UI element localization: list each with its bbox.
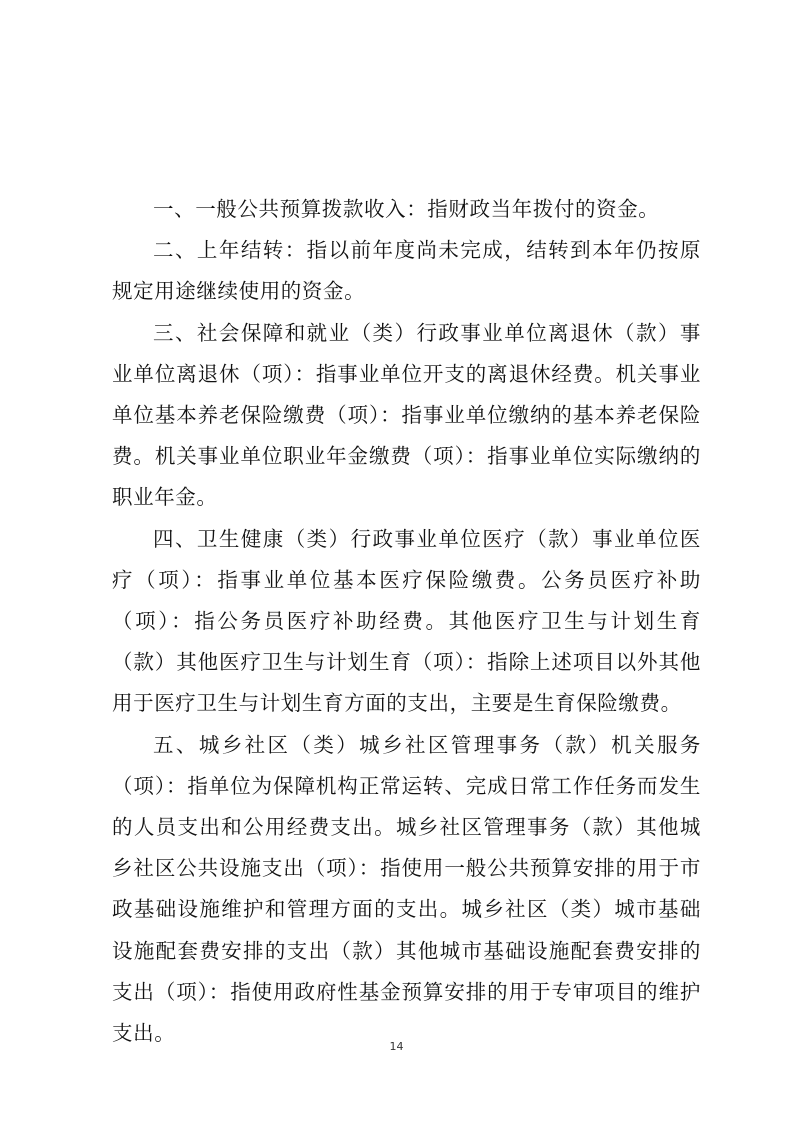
paragraph-health: 四、卫生健康（类）行政事业单位医疗（款）事业单位医疗（项）：指事业单位基本医疗保险缴费。公务员医疗补助（项）：指公务员医疗补助经费。其他医疗卫生与计划生育（款）其他医疗卫生与计划生育（项）：指除上述项目以外其他用于医疗卫生与计划生育方面的支出，主要是生育保险缴费。	[112, 526, 701, 716]
paragraph-prior-year-carryover: 二、上年结转：指以前年度尚未完成，结转到本年仍按原规定用途继续使用的资金。	[112, 238, 701, 304]
paragraph-general-budget-income: 一、一般公共预算拨款收入：指财政当年拨付的资金。	[153, 197, 660, 221]
paragraph-urban-rural-community: 五、城乡社区（类）城乡社区管理事务（款）机关服务（项）：指单位为保障机构正常运转、完成日常工作任务而发生的人员支出和公用经费支出。城乡社区管理事务（款）其他城乡社区公共设施支出（项）：指使用一般公共预算安排的用于市政基础设施维护和管理方面的支出。城乡社区（类）城市基础设施配套费安排的支出（款）其他城市基础设施配套费安排的支出（项）：指使用政府性基金预算安排的用于专审项目的维护支出。	[112, 732, 701, 1046]
body-text	[112, 189, 701, 1054]
page-number: 14	[389, 1040, 404, 1053]
paragraph-social-security-employment: 三、社会保障和就业（类）行政事业单位离退休（款）事业单位离退休（项）：指事业单位开支的离退休经费。机关事业单位基本养老保险缴费（项）：指事业单位缴纳的基本养老保险费。机关事业单位职业年金缴费（项）：指事业单位实际缴纳的职业年金。	[112, 320, 701, 510]
